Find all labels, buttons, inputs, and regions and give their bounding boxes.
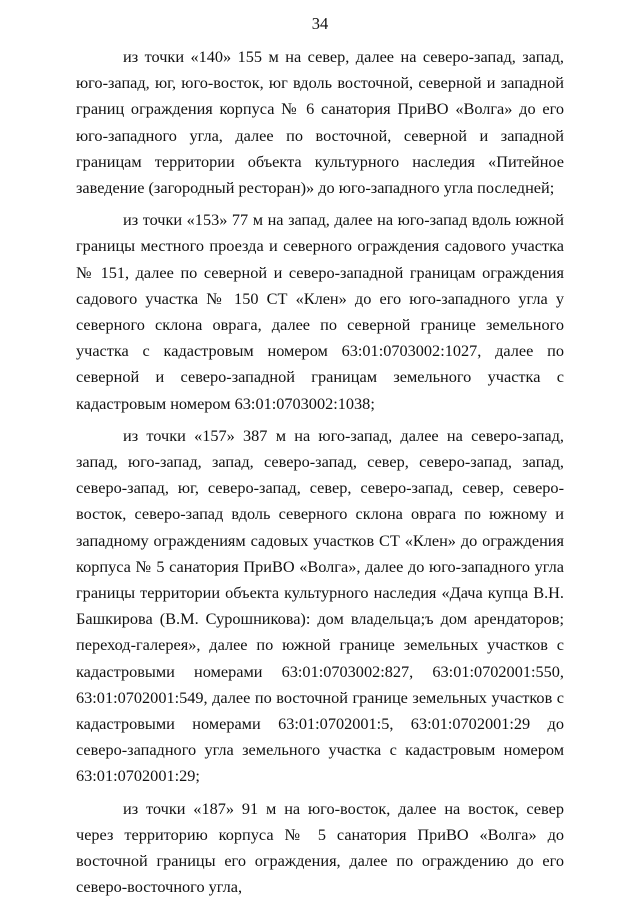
paragraph-point-187: из точки «187» 91 м на юго-восток, далее на восток, север через территорию корпуса № 5 санатория ПриВО «Волга» до восточной границы его ограждения, далее по ограждению до его северо-восточного угла,	[76, 798, 564, 897]
page-number: 34	[311, 14, 329, 33]
document-body	[76, 44, 564, 907]
paragraph-point-157: из точки «157» 387 м на юго-запад, далее на северо-запад, запад, юго-запад, запад, северо-запад, север, северо-запад, запад, северо-запад, юг, северо-запад, север, северо-запад, север, северо-восток, северо-запад вдоль северного склона оврага по южному и западному ограждениям садовых участков СТ «Клен» до ограждения корпуса № 5 санатория ПриВО «Волга», далее до юго-западного угла границы территории объекта культурного наследия «Дача купца В.Н. Башкирова (В.М. Сурошникова): дом владельца;ъ дом арендаторов; переход-галерея», далее по южной границе земельных участков с кадастровыми номерами 63:01:0703002:827, 63:01:0702001:550, 63:01:0702001:549, далее по восточной границе земельных участков с кадастровыми номерами 63:01:0702001:5, 63:01:0702001:29 до северо-западного угла земельного участка с кадастровым номером 63:01:0702001:29;	[76, 425, 564, 786]
paragraph-point-153: из точки «153» 77 м на запад, далее на юго-запад вдоль южной границы местного проезда и северного ограждения садового участка № 151, далее по северной и северо-западной границам ограждения садового участка № 150 СТ «Клен» до его юго-западного угла у северного склона оврага, далее по северной границе земельного участка с кадастровым номером 63:01:0703002:1027, далее по северной и северо-западной границам земельного участка с кадастровым номером 63:01:0703002:1038;	[76, 210, 564, 413]
paragraph-point-140: из точки «140» 155 м на север, далее на северо-запад, запад, юго-запад, юг, юго-восток, юг вдоль восточной, северной и западной границ ограждения корпуса № 6 санатория ПриВО «Волга» до его юго-западного угла, далее по восточной, северной и западной границам территории объекта культурного наследия «Питейное заведение (загородный ресторан)» до юго-западного угла последней;	[76, 47, 564, 198]
